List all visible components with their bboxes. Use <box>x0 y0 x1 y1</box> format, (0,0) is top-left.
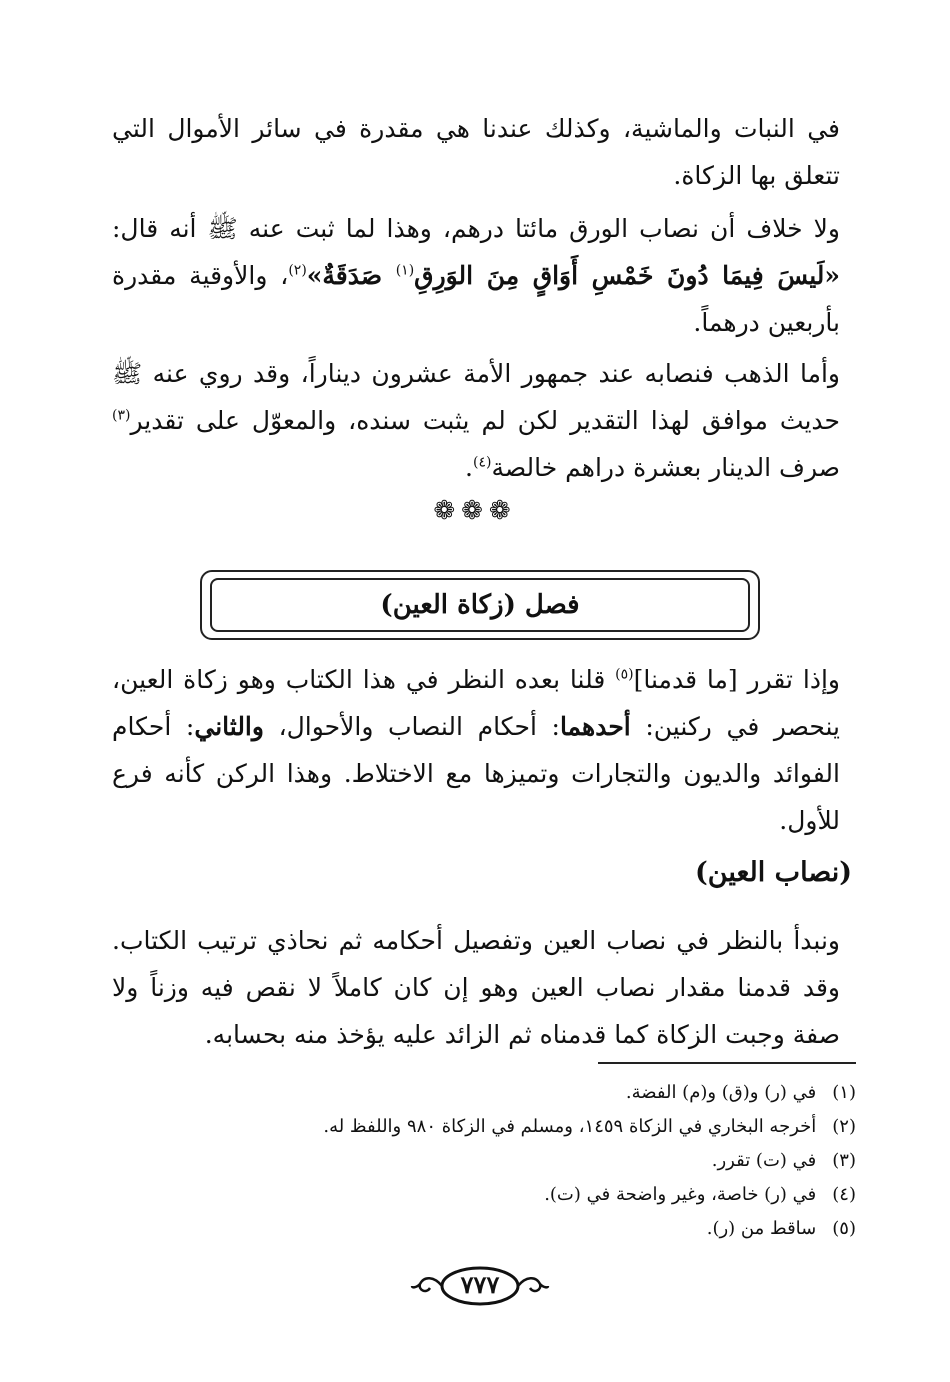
paragraph-4 <box>112 656 840 844</box>
footnotes-list <box>200 1076 856 1246</box>
paragraph-4-text-a: وإذا تقرر [ما قدمنا] <box>633 665 840 694</box>
footnote-text: في (ر) خاصة، وغير واضحة في (ت). <box>544 1184 817 1205</box>
footnote-text: في (ر) و(ق) و(م) الفضة. <box>625 1082 817 1103</box>
footnote-item <box>200 1178 856 1212</box>
footnote-number: (٢) <box>832 1116 856 1137</box>
bold-term-first: أحدهما <box>559 712 631 741</box>
paragraph-3-text-a: وأما الذهب فنصابه عند جمهور الأمة عشرون ديناراً، وقد روي عنه ﷺ حديث موافق لهذا التقدير لكن لم يثبت سنده، والمعوّل على تقدير <box>112 359 840 435</box>
footnote-ref-2: (٢) <box>288 262 307 279</box>
paragraph-4-text-d: : أحكام الفوائد والديون والتجارات وتميزها مع الاختلاط. وهذا الركن كأنه فرع للأول. <box>112 712 840 835</box>
footnote-ref-1: (١) <box>395 262 415 279</box>
paragraph-5-text: ونبدأ بالنظر في نصاب العين وتفصيل أحكامه ثم نحاذي ترتيب الكتاب. وقد قدمنا مقدار نصاب العين وهو إن كان كاملاً لا نقص فيه وزناً ولا صفة وجبت الزكاة كما قدمناه ثم الزائد عليه يؤخذ منه بحسابه. <box>112 926 840 1049</box>
footnote-ref-4: (٤) <box>472 454 492 471</box>
footnote-item <box>200 1144 856 1178</box>
bold-term-second: والثاني <box>194 712 264 741</box>
footnote-ref-3: (٣) <box>112 407 131 424</box>
footnote-number: (٥) <box>832 1218 856 1239</box>
footnote-text: في (ت) تقرر. <box>711 1150 817 1171</box>
hadith-quote-part-1: «لَيسَ فِيمَا دُونَ خَمْسِ أَوَاقٍ مِنَ الوَرِقِ <box>414 261 840 290</box>
footnote-number: (٤) <box>832 1184 856 1205</box>
page-number: ٧٧٧ <box>460 1270 500 1299</box>
section-title: فصل (زكاة العين) <box>380 590 580 620</box>
paragraph-2-text-a: ولا خلاف أن نصاب الورق مائتا درهم، وهذا لما ثبت عنه ﷺ أنه قال: <box>112 214 840 243</box>
footnote-text: ساقط من (ر). <box>706 1218 817 1239</box>
footnote-ref-5: (٥) <box>615 666 634 683</box>
paragraph-1-text: في النبات والماشية، وكذلك عندنا هي مقدرة في سائر الأموال التي تتعلق بها الزكاة. <box>112 114 840 190</box>
paragraph-1 <box>112 105 840 199</box>
footnote-number: (١) <box>832 1082 856 1103</box>
hadith-quote-part-2: صَدَقَةٌ» <box>306 261 396 290</box>
paragraph-4-text-b: قلنا بعده النظر في هذا الكتاب وهو زكاة العين، ينحصر في ركنين: <box>112 665 841 741</box>
paragraph-2 <box>112 205 840 346</box>
paragraph-3-text-b: صرف الدينار بعشرة دراهم خالصة <box>491 453 840 482</box>
footnote-text: أخرجه البخاري في الزكاة ١٤٥٩، ومسلم في الزكاة ٩٨٠ واللفظ له. <box>323 1116 817 1137</box>
paragraph-4-text-c: : أحكام النصاب والأحوال، <box>263 712 560 741</box>
page-number-ornament <box>410 1262 550 1310</box>
paragraph-5 <box>112 917 840 1058</box>
footnote-item <box>200 1110 856 1144</box>
footnote-item <box>200 1076 856 1110</box>
subheading: (نصاب العين) <box>695 857 852 888</box>
paragraph-3 <box>112 350 840 491</box>
paragraph-3-text-c: . <box>465 453 473 482</box>
footnote-item <box>200 1212 856 1246</box>
paragraph-2-text-b: ، والأوقية مقدرة بأربعين درهماً. <box>112 261 840 337</box>
footnote-number: (٣) <box>832 1150 856 1171</box>
footnote-divider <box>598 1062 856 1064</box>
section-separator-ornament: ❁❁❁ <box>433 496 517 526</box>
